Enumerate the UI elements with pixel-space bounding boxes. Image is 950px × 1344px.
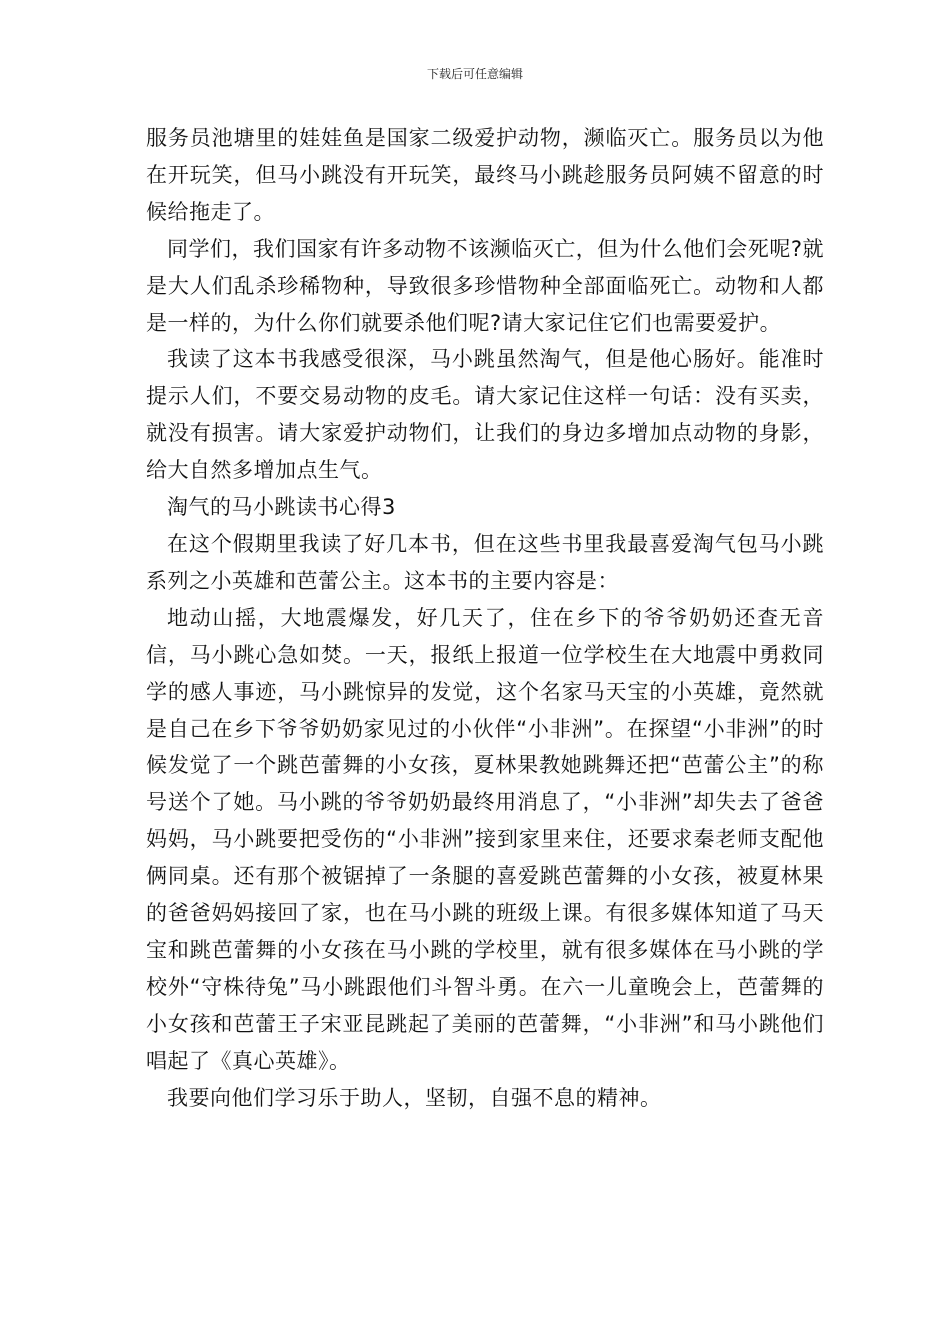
paragraph-6: 我要向他们学习乐于助人，坚韧，自强不息的精神。 bbox=[167, 1085, 662, 1110]
paragraph-1: 服务员池塘里的娃娃鱼是国家二级爱护动物，濒临灭亡。服务员以为他在开玩笑，但马小跳没有开玩笑，最终马小跳趁服务员阿姨不留意的时候给拖走了。 bbox=[146, 126, 824, 224]
section-title: 淘气的马小跳读书心得3 bbox=[167, 495, 396, 520]
paragraph-4: 在这个假期里我读了好几本书，但在这些书里我最喜爱淘气包马小跳系列之小英雄和芭蕾公主。这本书的主要内容是： bbox=[146, 531, 824, 593]
paragraph-5: 地动山摇，大地震爆发，好几天了，住在乡下的爷爷奶奶还查无音信，马小跳心急如焚。一天，报纸上报道一位学校生在大地震中勇救同学的感人事迹，马小跳惊异的发觉，这个名家马天宝的小英雄，竟然就是自己在乡下爷爷奶奶家见过的小伙伴“小非洲”。在探望“小非洲”的时候发觉了一个跳芭蕾舞的小女孩，夏林果教她跳舞还把“芭蕾公主”的称号送个了她。马小跳的爷爷奶奶最终用消息了，“小非洲”却失去了爸爸妈妈，马小跳要把受伤的“小非洲”接到家里来住，还要求秦老师支配他俩同桌。还有那个被锯掉了一条腿的喜爱跳芭蕾舞的小女孩，被夏林果的爸爸妈妈接回了家，也在马小跳的班级上课。有很多媒体知道了马天宝和跳芭蕾舞的小女孩在马小跳的学校里，就有很多媒体在马小跳的学校外“守株待兔”马小跳跟他们斗智斗勇。在六一儿童晚会上，芭蕾舞的小女孩和芭蕾王子宋亚昆跳起了美丽的芭蕾舞，“小非洲”和马小跳他们唱起了《真心英雄》。 bbox=[146, 605, 824, 1073]
paragraph-2: 同学们，我们国家有许多动物不该濒临灭亡，但为什么他们会死呢?就是大人们乱杀珍稀物种，导致很多珍惜物种全部面临死亡。动物和人都是一样的，为什么你们就要杀他们呢?请大家记住它们也需要爱护。 bbox=[146, 236, 824, 335]
page-header-note: 下载后可任意编辑 bbox=[426, 67, 523, 81]
document-body bbox=[146, 120, 824, 1116]
paragraph-3: 我读了这本书我感受很深，马小跳虽然淘气，但是他心肠好。能准时提示人们，不要交易动物的皮毛。请大家记住这样一句话：没有买卖，就没有损害。请大家爱护动物们，让我们的身边多增加点动物的身影，给大自然多增加点生气。 bbox=[146, 347, 824, 483]
